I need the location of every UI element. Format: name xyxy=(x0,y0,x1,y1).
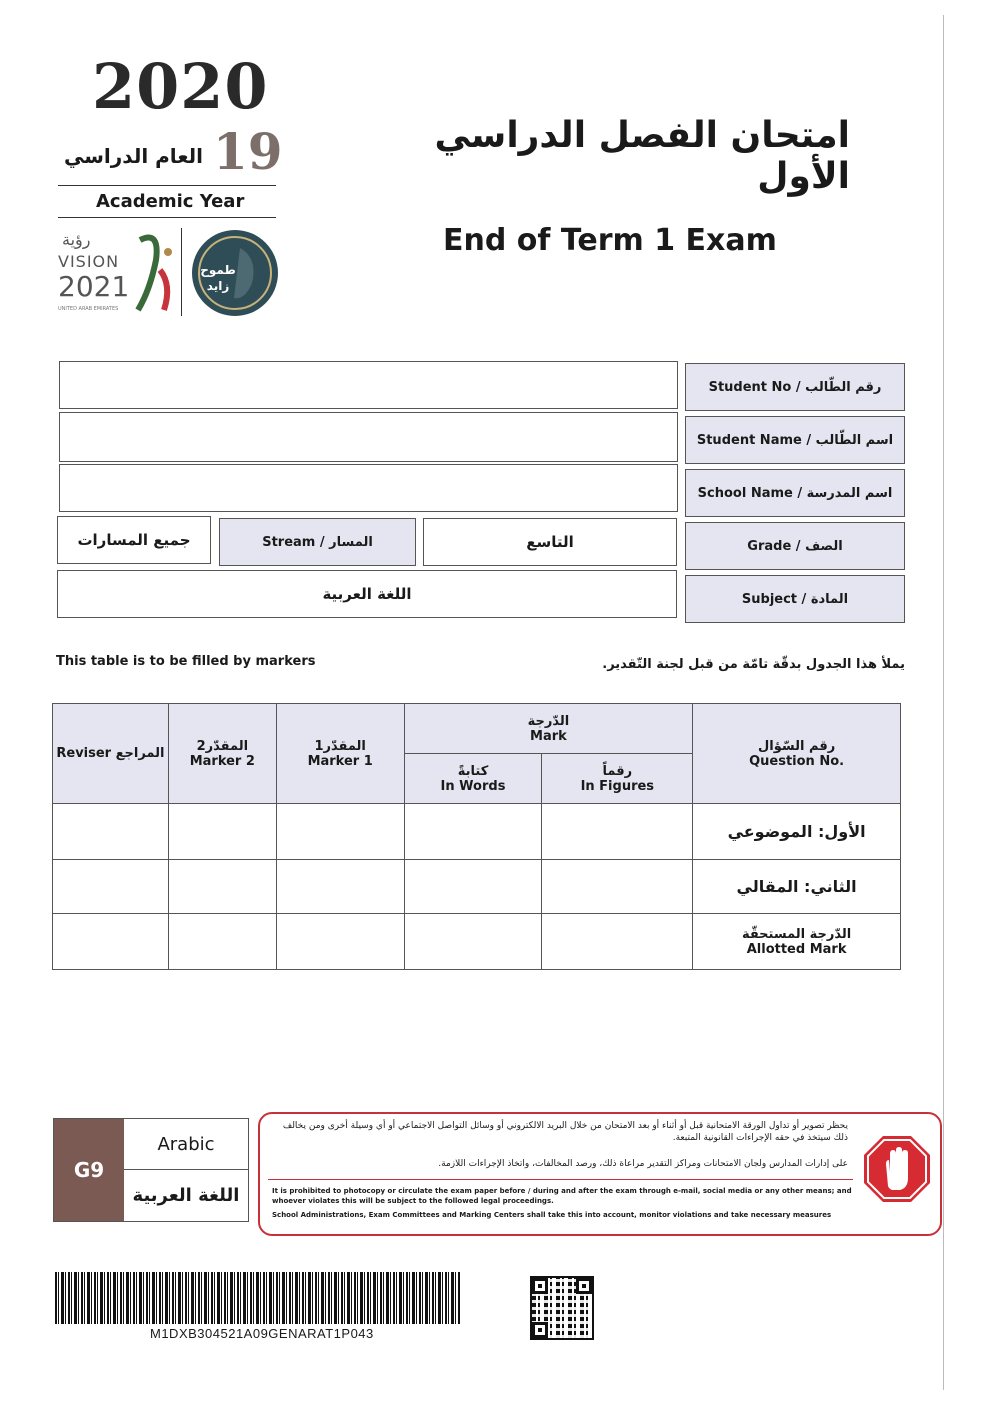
marks-table xyxy=(52,703,901,970)
grade-label: Grade / الصف xyxy=(685,522,905,570)
vision-emblem-icon xyxy=(130,230,176,314)
subject-label: Subject / المادة xyxy=(685,575,905,623)
exam-title-en: End of Term 1 Exam xyxy=(443,223,777,258)
mark-cell[interactable] xyxy=(276,804,404,860)
qr-corner xyxy=(532,1322,548,1338)
stream-value: جميع المسارات xyxy=(57,516,211,564)
in-words-header xyxy=(404,754,542,804)
warning-divider xyxy=(268,1179,853,1180)
marker1-en: Marker 1 xyxy=(307,753,373,769)
question-no-ar: رقم السّؤال xyxy=(758,738,836,754)
mark-cell[interactable] xyxy=(168,914,276,970)
page-edge-line xyxy=(943,15,944,1390)
qr-code xyxy=(530,1276,594,1340)
warning-ar-2: على إدارات المدارس ولجان الامتحانات ومراكز التقدير مراعاة ذلك، ورصد المخالفات، واتخاذ الإجراءات اللازمة. xyxy=(438,1159,848,1169)
marker2-en: Marker 2 xyxy=(189,753,255,769)
footer-subject-en: Arabic xyxy=(124,1119,248,1170)
vision-country: UNITED ARAB EMIRATES xyxy=(58,306,119,312)
logo-separator xyxy=(181,228,182,316)
warning-en-1: It is prohibited to photocopy or circulate the exam paper before / during and after the exam through e-mail, social media or any other means; and whoever violates this will be subject to the followed legal proceedings. xyxy=(272,1187,852,1205)
mark-cell[interactable] xyxy=(542,914,693,970)
in-figures-en: In Figures xyxy=(580,778,655,794)
mark-header xyxy=(404,704,693,754)
mark-cell[interactable] xyxy=(542,860,693,914)
question-objective: الأول: الموضوعي xyxy=(693,804,901,860)
grade-code-badge xyxy=(54,1119,124,1221)
markers-note-ar: يملأ هذا الجدول بدقّة تامّة من قبل لجنة التّقدير. xyxy=(602,657,905,672)
mark-cell[interactable] xyxy=(404,860,542,914)
stream-label: Stream / المسار xyxy=(219,518,416,566)
year-top: 2020 xyxy=(92,50,269,123)
academic-year-ar: العام الدراسي xyxy=(64,144,203,168)
markers-note-en: This table is to be filled by markers xyxy=(56,654,316,669)
zayed-seal-text: طموح زايد xyxy=(200,263,236,293)
mark-cell[interactable] xyxy=(53,914,169,970)
subject-value: اللغة العربية xyxy=(57,570,677,618)
mark-cell[interactable] xyxy=(276,914,404,970)
mark-cell[interactable] xyxy=(404,914,542,970)
question-essay: الثاني: المقالي xyxy=(693,860,901,914)
marker1-ar: المقدّر1 xyxy=(314,738,366,754)
mark-ar: الدّرجة xyxy=(527,713,570,729)
header-divider-2 xyxy=(58,217,276,218)
mark-cell[interactable] xyxy=(276,860,404,914)
marker1-header xyxy=(276,704,404,804)
mark-cell[interactable] xyxy=(168,804,276,860)
vision-ar: رؤية xyxy=(62,230,91,249)
student-name-label: Student Name / اسم الطّالب xyxy=(685,416,905,464)
marker2-ar: المقدّر2 xyxy=(196,738,249,754)
vision-en: VISION xyxy=(58,252,120,271)
footer-subject-box xyxy=(53,1118,249,1222)
academic-year-en: Academic Year xyxy=(96,191,245,212)
table-row xyxy=(53,860,901,914)
school-name-label: School Name / اسم المدرسة xyxy=(685,469,905,517)
table-row xyxy=(53,804,901,860)
mark-cell[interactable] xyxy=(53,804,169,860)
student-no-label: Student No / رقم الطّالب xyxy=(685,363,905,411)
in-words-en: In Words xyxy=(440,778,506,794)
marker2-header xyxy=(168,704,276,804)
mark-cell[interactable] xyxy=(168,860,276,914)
grade-value: التاسع xyxy=(423,518,677,566)
in-words-ar: كتابةً xyxy=(457,763,489,779)
allotted-mark-ar: الدّرجة المستحقّة xyxy=(741,926,852,942)
barcode xyxy=(55,1272,460,1324)
exam-title-ar: امتحان الفصل الدراسي الأول xyxy=(434,115,850,197)
grade-code: G9 xyxy=(73,1158,105,1182)
header-divider-1 xyxy=(58,185,276,186)
question-no-header xyxy=(693,704,901,804)
stop-hand-icon xyxy=(862,1134,932,1204)
footer-subject-ar: اللغة العربية xyxy=(132,1185,240,1206)
vision-year: 2021 xyxy=(58,270,130,303)
warning-ar-1: يحظر تصوير أو تداول الورقة الامتحانية قبل أو أثناء أو بعد الامتحان من خلال البريد الالكتروني أو وسائل التواصل الاجتماعي أو أي وسيلة أخرى ومن يخالف ذلك سيتخذ في حقه الإجراءات القانونية المتبعة. xyxy=(282,1121,848,1143)
mark-cell[interactable] xyxy=(542,804,693,860)
qr-corner xyxy=(576,1278,592,1294)
school-name-field[interactable] xyxy=(59,464,678,512)
vision-logo xyxy=(58,230,178,314)
reviser-header: Reviser المراجع xyxy=(53,704,169,804)
qr-corner xyxy=(532,1278,548,1294)
barcode-text: M1DXB304521A09GENARAT1P043 xyxy=(150,1326,374,1341)
table-row xyxy=(53,914,901,970)
warning-en-2: School Administrations, Exam Committees and Marking Centers shall take this into account, monitor violations and take necessary measures xyxy=(272,1211,832,1219)
mark-cell[interactable] xyxy=(53,860,169,914)
warning-box xyxy=(258,1112,942,1236)
student-name-field[interactable] xyxy=(59,412,678,462)
question-no-en: Question No. xyxy=(749,753,845,769)
year-bottom: 19 xyxy=(213,122,283,181)
allotted-mark xyxy=(693,914,901,970)
allotted-mark-en: Allotted Mark xyxy=(746,941,847,957)
in-figures-ar: رقماً xyxy=(602,763,633,779)
student-no-field[interactable] xyxy=(59,361,678,409)
mark-en: Mark xyxy=(530,728,567,744)
mark-cell[interactable] xyxy=(404,804,542,860)
in-figures-header xyxy=(542,754,693,804)
